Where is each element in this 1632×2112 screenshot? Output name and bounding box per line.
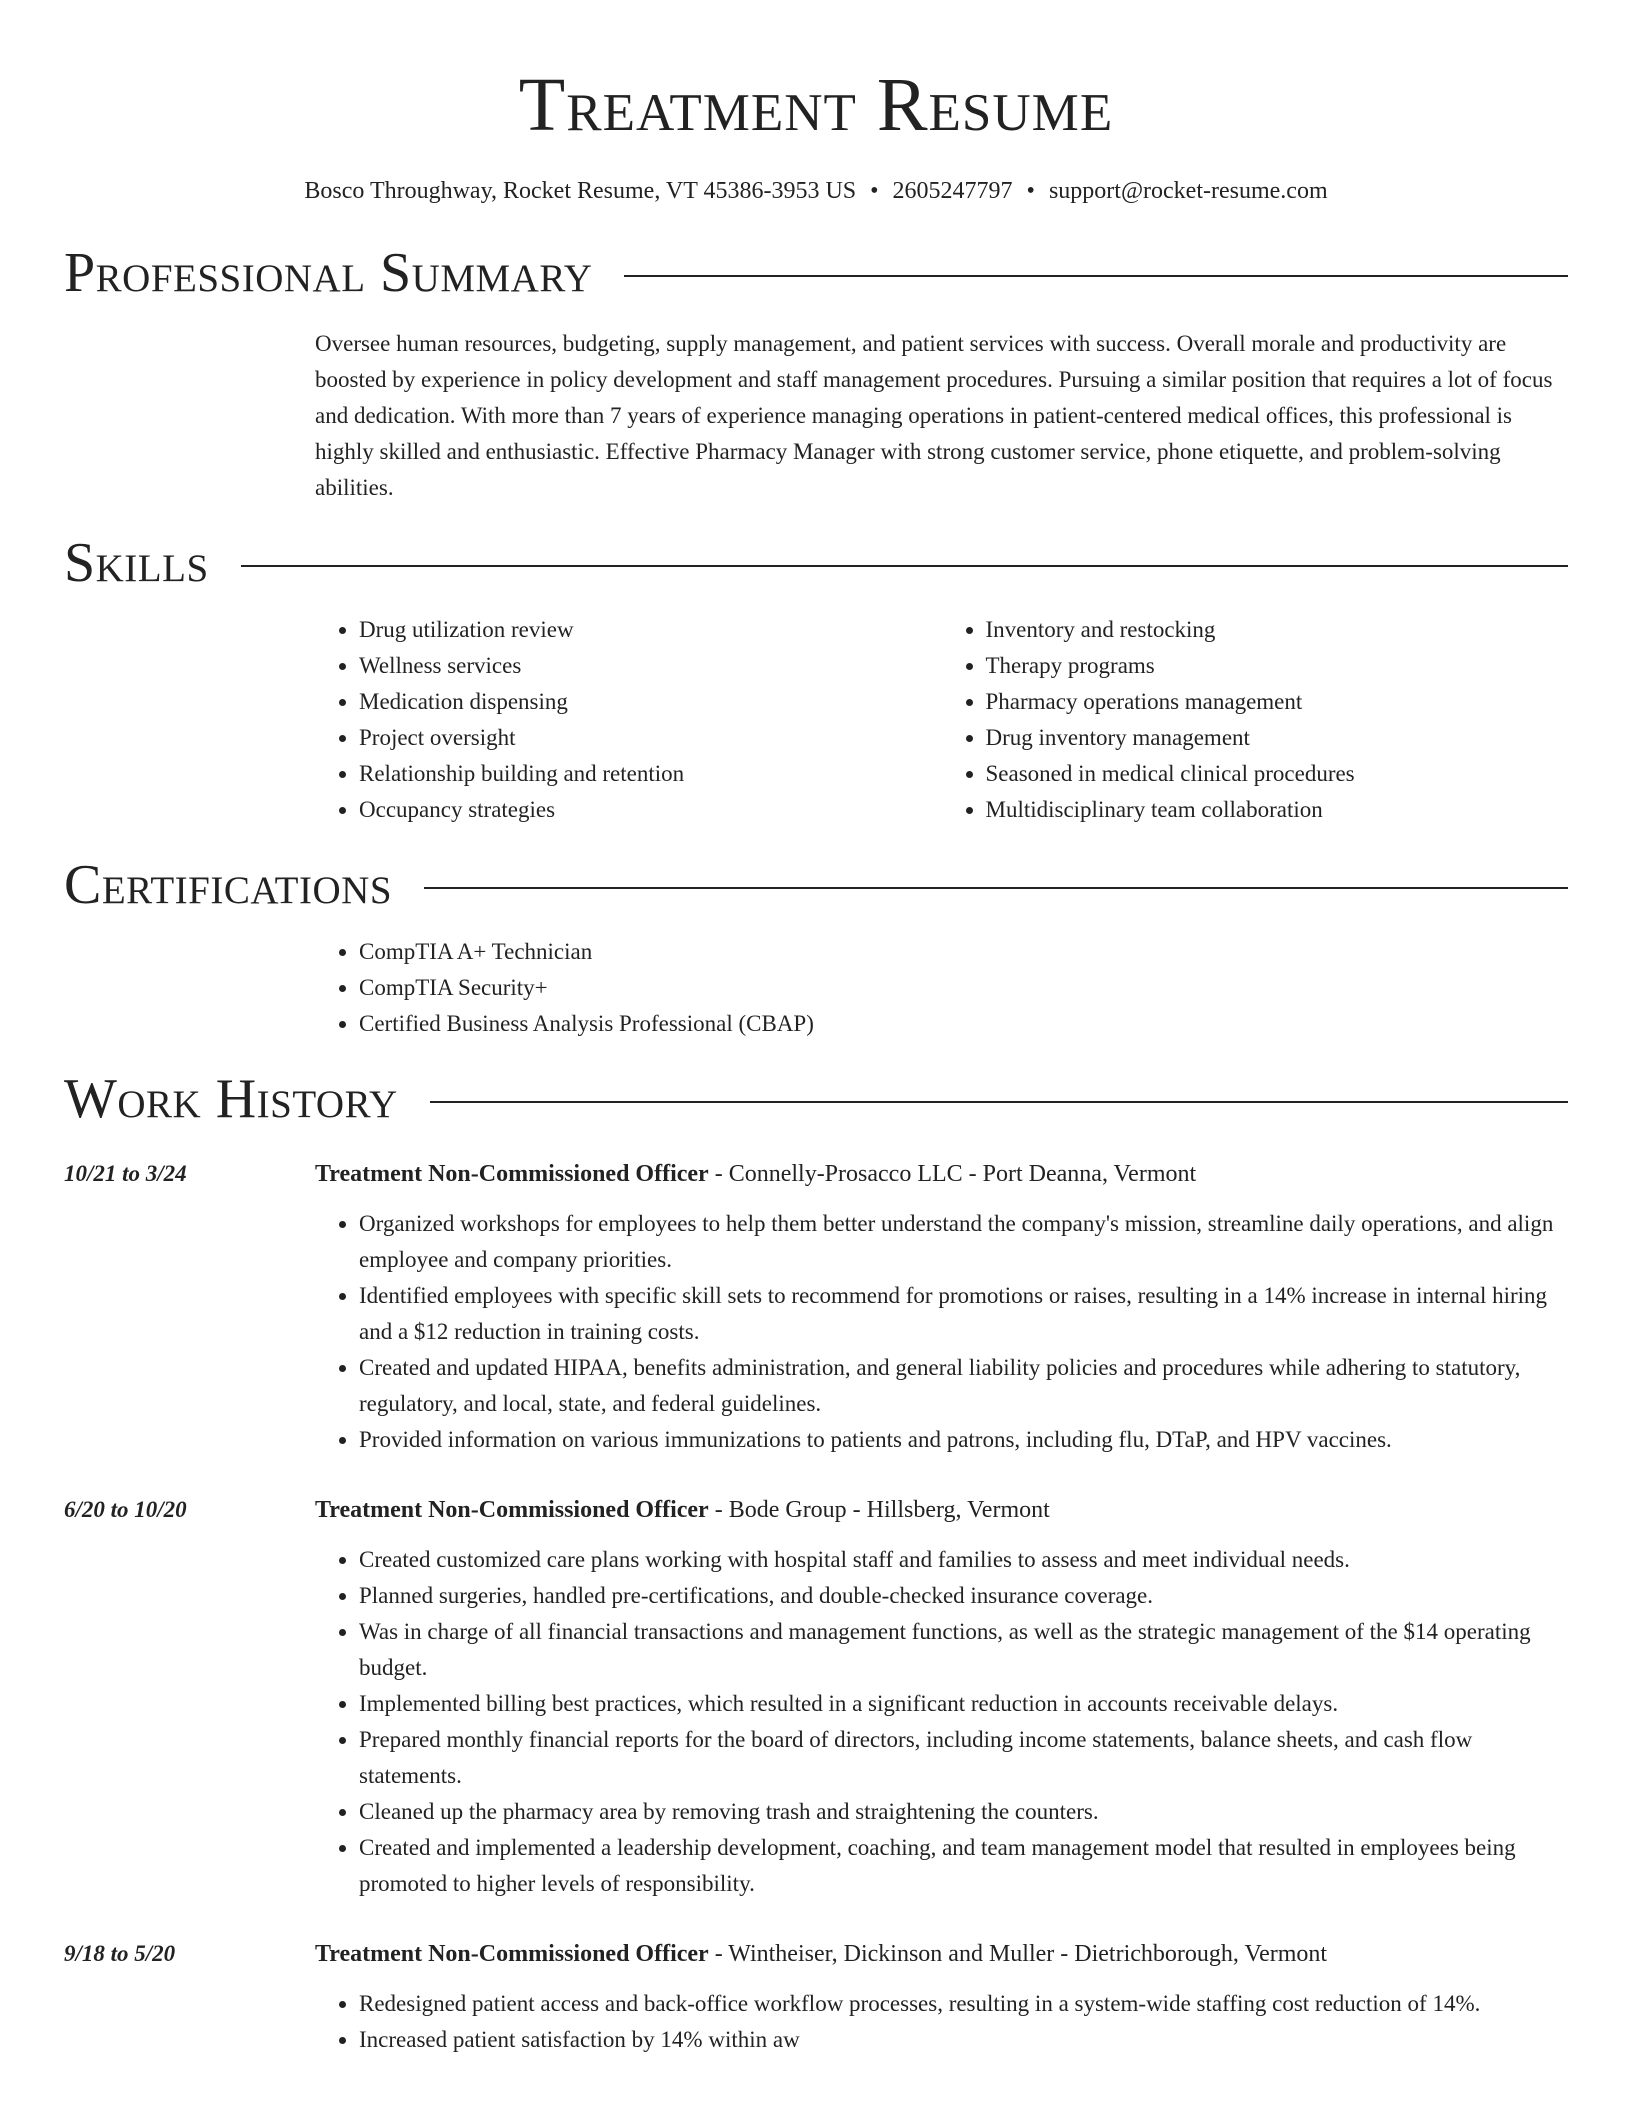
job-company: - Wintheiser, Dickinson and Muller - Dietrichborough, Vermont [708,1941,1328,1967]
certifications-block [315,934,1568,1042]
job-title: Treatment Non-Commissioned Officer [315,1941,709,1967]
section-divider [241,565,1568,567]
job-dates: 9/18 to 5/20 [64,1941,176,1966]
skill-item: • Relationship building and retention [359,756,942,792]
skill-item: • Wellness services [359,648,942,684]
section-divider [624,275,1568,277]
resume-page [64,0,1568,2058]
job-dates: 6/20 to 10/20 [64,1497,187,1522]
job-bullet: • Increased patient satisfaction by 14% within aw [359,2022,1568,2058]
certification-item: • CompTIA A+ Technician [359,934,1568,970]
summary-text: Oversee human resources, budgeting, supply management, and patient services with success. Overall morale and productivity are boosted by experience in policy development and staff management procedures. Pursuing a similar position that requires a lot of focus and dedication. With more than 7 years of experience managing operations in patient-centered medical offices, this professional is highly skilled and enthusiastic. Effective Pharmacy Manager with strong customer service, phone etiquette, and problem-solving abilities. [315,331,1553,500]
job-body [315,1936,1568,2058]
job-bullet: • Implemented billing best practices, which resulted in a significant reduction in accounts receivable delays. [359,1686,1568,1722]
skills-list-left [315,612,942,828]
job-title-line [315,1156,1568,1192]
job-bullet: • Cleaned up the pharmacy area by removing trash and straightening the counters. [359,1794,1568,1830]
job-title: Treatment Non-Commissioned Officer [315,1161,709,1187]
job-bullet: • Organized workshops for employees to help them better understand the company's mission, streamline daily operations, and align employee and company priorities. [359,1206,1568,1278]
job-bullets [315,1542,1568,1902]
skill-item: • Medication dispensing [359,684,942,720]
job-title-line [315,1936,1568,1972]
summary-heading: Professional Summary [64,242,593,304]
skills-section-header [64,528,1568,598]
job-bullet: • Was in charge of all financial transactions and management functions, as well as the strategic management of the $14 operating budget. [359,1614,1568,1686]
job-dates: 10/21 to 3/24 [64,1161,187,1186]
work-heading: Work History [64,1068,398,1130]
job-body [315,1492,1568,1902]
contact-email: support@rocket-resume.com [1048,178,1328,204]
job-bullet: • Created and updated HIPAA, benefits administration, and general liability policies and procedures while adhering to statutory, regulatory, and local, state, and federal guidelines. [359,1350,1568,1422]
job-entry [64,1936,1568,2058]
skill-item: • Occupancy strategies [359,792,942,828]
job-title: Treatment Non-Commissioned Officer [315,1497,709,1523]
contact-separator: • [1026,178,1035,204]
summary-section-header [64,238,1568,308]
skill-item: • Seasoned in medical clinical procedures [986,756,1569,792]
skills-grid [315,612,1568,828]
job-bullet: • Prepared monthly financial reports for the board of directors, including income statements, balance sheets, and cash flow statements. [359,1722,1568,1794]
skill-item: • Inventory and restocking [986,612,1569,648]
job-entry [64,1492,1568,1902]
certifications-list [315,934,1568,1042]
job-body [315,1156,1568,1458]
skills-heading: Skills [64,532,209,594]
skill-item: • Drug inventory management [986,720,1569,756]
contact-separator: • [870,178,879,204]
certification-item: • Certified Business Analysis Professional (CBAP) [359,1006,1568,1042]
skills-list-right [942,612,1569,828]
skill-item: • Project oversight [359,720,942,756]
job-title-line [315,1492,1568,1528]
skill-item: • Pharmacy operations management [986,684,1569,720]
job-bullets [315,1206,1568,1458]
contact-address: Bosco Throughway, Rocket Resume, VT 45386-3953 US [304,178,857,204]
contact-line [64,174,1568,208]
job-bullet: • Created and implemented a leadership development, coaching, and team management model that resulted in employees being promoted to higher levels of responsibility. [359,1830,1568,1902]
section-divider [424,887,1568,889]
job-entry [64,1156,1568,1458]
job-company: - Bode Group - Hillsberg, Vermont [708,1497,1050,1523]
skill-item: • Therapy programs [986,648,1569,684]
job-bullet: • Redesigned patient access and back-office workflow processes, resulting in a system-wide staffing cost reduction of 14%. [359,1986,1568,2022]
section-divider [430,1101,1568,1103]
work-section-header [64,1064,1568,1134]
contact-phone: 2605247797 [892,178,1013,204]
job-bullet: • Planned surgeries, handled pre-certifications, and double-checked insurance coverage. [359,1578,1568,1614]
certifications-section-header [64,850,1568,920]
job-company: - Connelly-Prosacco LLC - Port Deanna, Vermont [708,1161,1197,1187]
certifications-heading: Certifications [64,854,393,916]
certification-item: • CompTIA Security+ [359,970,1568,1006]
skill-item: • Drug utilization review [359,612,942,648]
job-bullet: • Identified employees with specific skill sets to recommend for promotions or raises, resulting in a 14% increase in internal hiring and a $12 reduction in training costs. [359,1278,1568,1350]
job-bullet: • Created customized care plans working with hospital staff and families to assess and meet individual needs. [359,1542,1568,1578]
resume-title: Treatment Resume [518,63,1114,147]
job-bullet: • Provided information on various immunizations to patients and patrons, including flu, DTaP, and HPV vaccines. [359,1422,1568,1458]
skill-item: • Multidisciplinary team collaboration [986,792,1569,828]
job-bullets [315,1986,1568,2058]
